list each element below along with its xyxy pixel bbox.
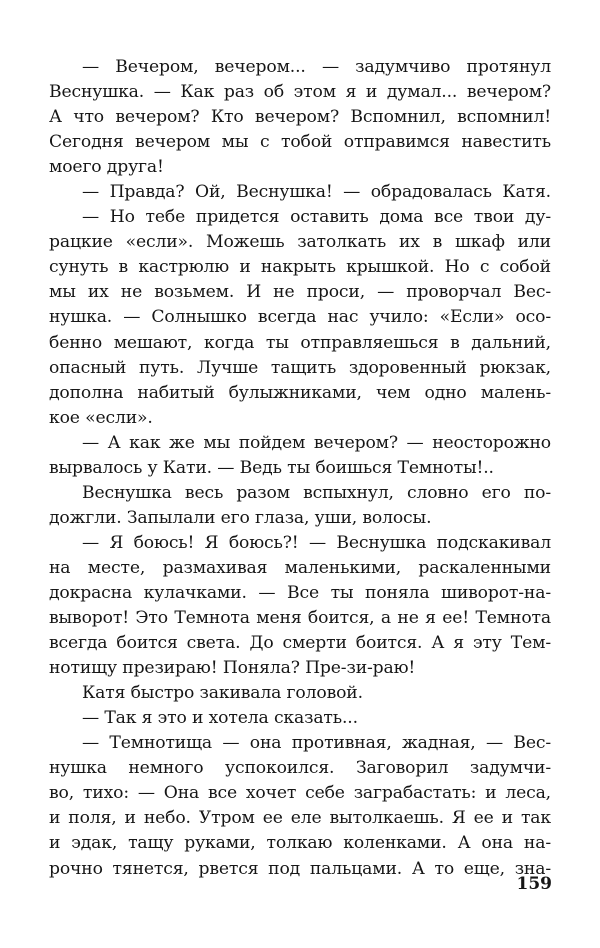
text-line: мы их не возьмем. И не проси, — проворчал Вес- [49, 282, 551, 303]
text-line: дополна набитый булыжниками, чем одно малень- [49, 382, 551, 403]
text-line: — Но тебе придется оставить дома все твои ду- [82, 207, 551, 228]
text-line: сунуть в кастрюлю и накрыть крышкой. Но с собой [49, 257, 551, 278]
text-line: Катя быстро закивала головой. [82, 683, 363, 704]
text-line: выворот! Это Темнота меня боится, а не я ее! Темнота [49, 608, 551, 629]
text-line: Веснушка весь разом вспыхнул, словно его по- [82, 482, 551, 503]
text-line: всегда боится света. До смерти боится. А я эту Тем- [49, 633, 551, 654]
text-line: — Так я это и хотела сказать... [82, 708, 358, 729]
text-line: рочно тянется, рвется под пальцами. А то еще, зна- [49, 858, 551, 879]
text-line: бенно мешают, когда ты отправляешься в дальний, [49, 332, 551, 353]
text-line: дожгли. Запылали его глаза, уши, волосы. [49, 507, 432, 528]
page-number: 159 [516, 874, 552, 894]
text-line: и эдак, тащу руками, толкаю коленками. А она на- [49, 833, 551, 854]
text-line: — Я боюсь! Я боюсь?! — Веснушка подскакивал [82, 532, 551, 553]
text-line: докрасна кулачками. — Все ты поняла шиворот-на- [49, 582, 551, 603]
text-line: кое «если». [49, 407, 153, 428]
text-line: Веснушка. — Как раз об этом я и думал... вечером? [49, 82, 551, 103]
text-line: и поля, и небо. Утром ее еле вытолкаешь. Я ее и так [49, 808, 551, 829]
text-line: нушка. — Солнышко всегда нас учило: «Если» осо- [49, 307, 551, 328]
text-line: рацкие «если». Можешь затолкать их в шкаф или [49, 232, 551, 253]
text-line: опасный путь. Лучше тащить здоровенный рюкзак, [49, 357, 551, 378]
text-line: — Правда? Ой, Веснушка! — обрадовалась Катя. [82, 182, 551, 203]
text-line: во, тихо: — Она все хочет себе заграбастать: и леса, [49, 783, 551, 804]
text-line: — Вечером, вечером... — задумчиво протянул [82, 57, 551, 77]
text-line: Сегодня вечером мы с тобой отправимся навестить [49, 132, 551, 153]
text-line: — Темнотища — она противная, жадная, — Вес- [82, 733, 551, 754]
text-line: нушка немного успокоился. Заговорил задумчи- [49, 758, 551, 779]
text-line: нотищу презираю! Поняла? Пре-зи-раю! [49, 658, 416, 679]
text-line: А что вечером? Кто вечером? Вспомнил, вспомнил! [49, 107, 551, 128]
text-line: — А как же мы пойдем вечером? — неосторожно [82, 432, 551, 453]
text-line: моего друга! [49, 157, 164, 178]
text-line: на месте, размахивая маленькими, раскаленными [49, 557, 551, 578]
text-line: вырвалось у Кати. — Ведь ты боишься Темноты!.. [49, 457, 494, 478]
page-body [49, 55, 551, 882]
